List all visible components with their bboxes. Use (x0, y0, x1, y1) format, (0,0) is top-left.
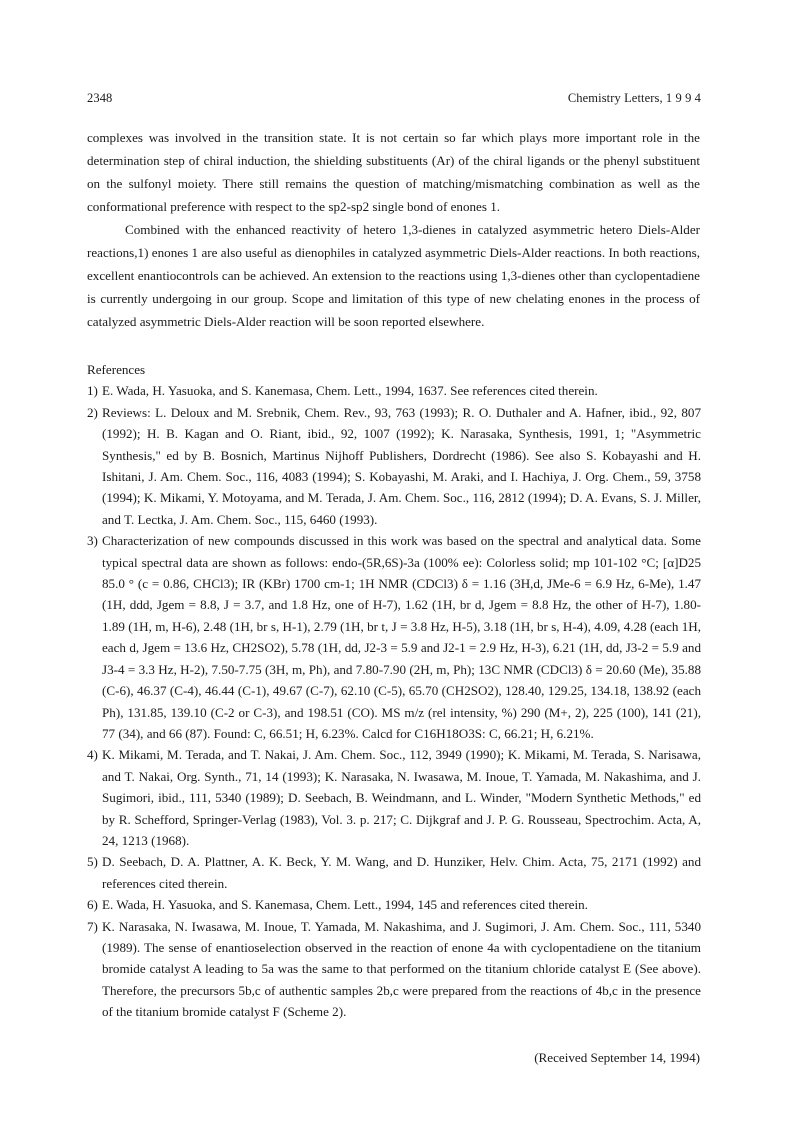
reference-item (87, 894, 701, 915)
reference-text: K. Narasaka, N. Iwasawa, M. Inoue, T. Yamada, M. Nakashima, and J. Sugimori, J. Am. Chem. Soc., 111, 5340 (1989). The sense of enantioselection observed in the reaction of enone 4a with cyclopentadiene on the titanium bromide catalyst A leading to 5a was the same to that performed on the titanium chloride catalyst E (See above). Therefore, the precursors 5b,c of authentic samples 2b,c were prepared from the reactions of 4b,c in the presence of the titanium bromide catalyst F (Scheme 2). (102, 918, 701, 1020)
reference-item (87, 851, 701, 894)
page-number: 2348 (87, 91, 113, 105)
reference-text: E. Wada, H. Yasuoka, and S. Kanemasa, Chem. Lett., 1994, 1637. See references cited therein. (102, 383, 598, 399)
reference-number: 2) (87, 404, 98, 420)
reference-item (87, 530, 701, 744)
reference-text: Reviews: L. Deloux and M. Srebnik, Chem. Rev., 93, 763 (1993); R. O. Duthaler and A. Hafner, ibid., 92, 807 (1992); H. B. Kagan and O. Riant, ibid., 92, 1007 (1992); K. Narasaka, Synthesis, 1991, 1; "Asymmetric Synthesis," ed by B. Bosnich, Martinus Nijhoff Publishers, Dordrecht (1986). See also S. Kobayashi and H. Ishitani, J. Am. Chem. Soc., 116, 4083 (1994); S. Kobayashi, M. Araki, and I. Hachiya, J. Org. Chem., 59, 3758 (1994); K. Mikami, Y. Motoyama, and M. Terada, J. Am. Chem. Soc., 116, 2812 (1994); D. A. Evans, S. J. Miller, and T. Lectka, J. Am. Chem. Soc., 115, 6460 (1993). (102, 404, 701, 527)
paragraph: complexes was involved in the transition state. It is not certain so far which plays more important role in the determination step of chiral induction, the shielding substituents (Ar) of the chiral ligands or the phenyl substituent on the sulfonyl moiety. There still remains the question of matching/mismatching combination as well as the conformational preference with respect to the sp2-sp2 single bond of enones 1. (87, 130, 700, 214)
reference-number: 5) (87, 854, 98, 870)
reference-text: Characterization of new compounds discussed in this work was based on the spectral and analytical data. Some typical spectral data are shown as follows: endo-(5R,6S)-3a (100% ee): Colorless solid; mp 101-102 °C; [α]D25 85.0 ° (c = 0.86, CHCl3); IR (KBr) 1700 cm-1; 1H NMR (CDCl3) δ = 1.16 (3H,d, JMe-6 = 6.9 Hz, 6-Me), 1.47 (1H, ddd, Jgem = 8.8, J = 3.7, and 1.8 Hz, one of H-7), 1.62 (1H, br d, Jgem = 8.8 Hz, the other of H-7), 1.80-1.89 (1H, m, H-6), 2.48 (1H, br s, H-1), 2.79 (1H, br t, J = 3.8 Hz, H-5), 3.18 (1H, br s, H-4), 4.09, 4.28 (each 1H, each d, Jgem = 13.6 Hz, CH2SO2), 5.78 (1H, dd, J2-3 = 5.9 and J2-1 = 2.9 Hz, H-3), 6.21 (1H, dd, J3-2 = 5.9 and J3-4 = 3.3 Hz, H-2), 7.50-7.75 (3H, m, Ph), and 7.80-7.90 (2H, m, Ph); 13C NMR (CDCl3) δ = 20.60 (Me), 35.88 (C-6), 46.37 (C-4), 46.44 (C-1), 49.67 (C-7), 62.10 (C-5), 65.70 (CH2SO2), 128.40, 129.25, 134.18, 138.92 (each Ph), 131.85, 139.10 (C-2 or C-3), and 198.51 (CO). MS m/z (rel intensity, %) 290 (M+, 2), 225 (100), 141 (21), 77 (34), and 66 (87). Found: C, 66.51; H, 6.23%. Calcd for C16H18O3S: C, 66.21; H, 6.21%. (102, 533, 701, 741)
reference-text: D. Seebach, D. A. Plattner, A. K. Beck, Y. M. Wang, and D. Hunziker, Helv. Chim. Acta, 75, 2171 (1992) and references cited therein. (102, 854, 701, 891)
reference-number: 7) (87, 918, 98, 934)
reference-number: 1) (87, 383, 98, 399)
reference-item (87, 380, 701, 401)
body-text (87, 126, 700, 333)
reference-text: K. Mikami, M. Terada, and T. Nakai, J. Am. Chem. Soc., 112, 3949 (1990); K. Mikami, M. Terada, S. Narisawa, and T. Nakai, Org. Synth., 71, 14 (1993); K. Narasaka, N. Iwasawa, M. Inoue, T. Yamada, M. Nakashima, and J. Sugimori, ibid., 111, 5340 (1989); D. Seebach, B. Weindmann, and L. Winder, "Modern Synthetic Methods," ed by R. Schefford, Springer-Verlag (1983), Vol. 3. p. 217; C. Dijkgraf and J. P. G. Rousseau, Spectrochim. Acta, A, 24, 1213 (1968). (102, 747, 701, 848)
reference-item (87, 744, 701, 851)
reference-number: 6) (87, 897, 98, 913)
running-header-journal: Chemistry Letters, 1 9 9 4 (567, 91, 701, 105)
reference-number: 4) (87, 747, 98, 763)
reference-number: 3) (87, 533, 98, 549)
reference-text: E. Wada, H. Yasuoka, and S. Kanemasa, Chem. Lett., 1994, 145 and references cited therein. (102, 897, 588, 913)
references-heading: References (87, 362, 146, 377)
references-section (87, 359, 701, 1023)
reference-item (87, 916, 701, 1023)
reference-item (87, 402, 701, 530)
received-date: (Received September 14, 1994) (534, 1050, 700, 1065)
paragraph: Combined with the enhanced reactivity of hetero 1,3-dienes in catalyzed asymmetric hetero Diels-Alder reactions,1) enones 1 are also useful as dienophiles in catalyzed asymmetric Diels-Alder reactions. In both reactions, excellent enantiocontrols can be achieved. An extension to the reactions using 1,3-dienes other than cyclopentadiene is currently undergoing in our group. Scope and limitation of this type of new chelating enones in the process of catalyzed asymmetric Diels-Alder reaction will be soon reported elsewhere. (87, 222, 700, 329)
